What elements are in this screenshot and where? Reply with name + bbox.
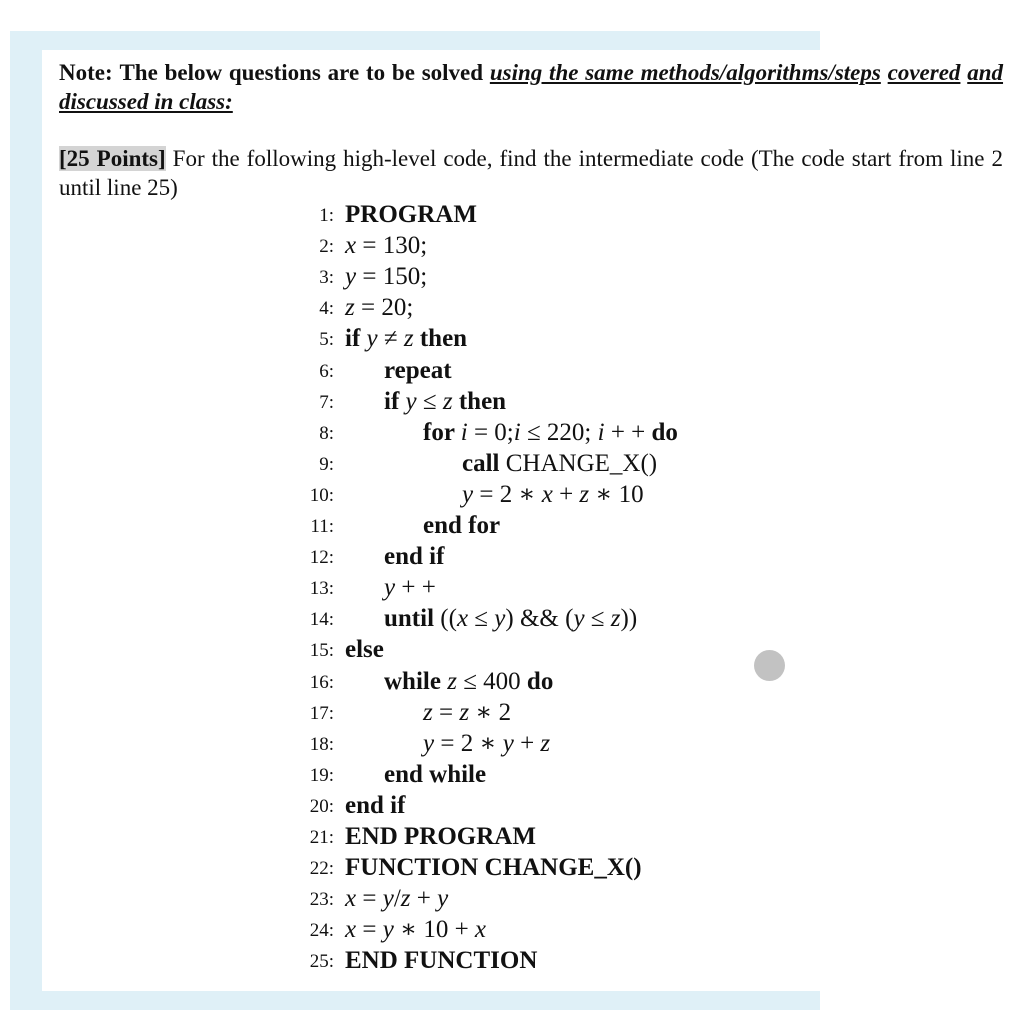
code-line — [384, 389, 506, 415]
line-number: 2: — [319, 236, 334, 258]
code-text: ∗ 10 + — [393, 916, 475, 944]
code-variable: z — [423, 698, 433, 726]
line-number: 16: — [309, 671, 334, 693]
code-text: ≤ — [584, 605, 611, 633]
code-text: ≤ — [468, 605, 495, 633]
note-label: Note: — [59, 60, 113, 85]
line-number: 1: — [319, 205, 334, 226]
cursor-dot — [754, 650, 785, 681]
line-number: 14: — [309, 609, 334, 631]
code-line — [423, 700, 511, 726]
code-variable: z — [345, 294, 355, 322]
code-text: ∗ 10 — [589, 480, 644, 508]
code-variable: z — [442, 387, 453, 415]
line-number: 3: — [319, 267, 334, 289]
code-keyword: PROGRAM — [345, 201, 477, 228]
code-line — [345, 233, 427, 259]
code-variable: y — [494, 605, 506, 633]
code-variable: x — [456, 605, 469, 633]
code-line — [345, 824, 536, 850]
note-emphasis-discussed: and discussed in class: — [59, 60, 1004, 114]
code-line — [384, 544, 444, 570]
code-variable: x — [474, 916, 487, 944]
code-keyword: then — [413, 325, 468, 353]
line-number: 8: — [319, 422, 334, 444]
code-line — [384, 762, 486, 788]
code-line — [384, 669, 553, 695]
code-text: = 130; — [356, 232, 428, 260]
code-line — [345, 948, 537, 974]
code-text: + — [410, 885, 438, 913]
code-keyword: then — [452, 387, 507, 415]
line-number: 18: — [309, 733, 334, 755]
line-number: 25: — [309, 951, 334, 973]
code-text: + — [513, 729, 541, 757]
note-emphasis-covered: covered — [887, 60, 961, 85]
code-text: ≤ 400 — [456, 667, 527, 695]
code-variable: i — [460, 418, 468, 446]
code-variable: y — [366, 325, 378, 353]
code-variable: y — [384, 574, 396, 602]
code-text: = 2 ∗ — [434, 729, 503, 757]
code-line — [345, 637, 384, 663]
code-keyword: repeat — [384, 356, 452, 384]
code-text: ≤ 220; — [520, 418, 598, 446]
code-keyword: end if — [345, 791, 406, 819]
code-line — [345, 295, 413, 321]
code-line — [345, 326, 467, 352]
line-number: 11: — [310, 516, 334, 537]
note-lead: The below questions are to be solved — [119, 60, 484, 85]
code-line — [345, 202, 477, 228]
code-text: + + — [604, 418, 652, 446]
code-keyword: END PROGRAM — [345, 823, 536, 850]
code-line — [345, 264, 427, 290]
code-line — [384, 358, 452, 384]
line-number: 4: — [319, 298, 334, 320]
code-line — [423, 513, 500, 539]
code-line — [384, 575, 436, 601]
code-text: ≠ — [377, 325, 404, 353]
code-text: = 0; — [467, 418, 514, 446]
code-line — [384, 606, 637, 632]
code-variable: y — [382, 916, 394, 944]
line-number: 22: — [309, 858, 334, 880]
code-text: = 150; — [356, 263, 428, 291]
line-number: 20: — [309, 795, 334, 817]
code-keyword: end while — [384, 760, 487, 788]
line-number: 23: — [309, 889, 334, 911]
code-keyword: END FUNCTION — [345, 947, 538, 975]
code-keyword: until — [384, 605, 435, 633]
code-line — [423, 731, 550, 757]
code-variable: x — [345, 885, 357, 913]
line-number: 9: — [319, 453, 334, 475]
code-variable: y — [382, 885, 394, 913]
code-keyword: end for — [423, 512, 501, 539]
question-text: For the following high-level code, find the intermediate code (The code start from line 2 until line 25) — [59, 146, 1004, 200]
code-variable: y — [345, 263, 357, 291]
code-keyword: FUNCTION CHANGE_X() — [345, 854, 642, 882]
line-number: 6: — [319, 360, 334, 382]
code-keyword: if — [345, 325, 367, 353]
code-text: + + — [395, 574, 436, 602]
code-text: ) && ( — [505, 605, 574, 633]
code-keyword: for — [423, 418, 461, 446]
code-keyword: call — [462, 449, 500, 477]
line-number: 5: — [319, 329, 334, 351]
code-keyword: if — [384, 387, 406, 415]
code-text: ≤ — [416, 387, 443, 415]
code-variable: z — [579, 480, 590, 508]
code-variable: z — [540, 729, 551, 757]
line-number: 15: — [309, 640, 334, 662]
line-number: 10: — [309, 484, 334, 506]
code-line — [423, 420, 678, 446]
code-line — [345, 855, 642, 881]
code-variable: z — [447, 667, 457, 695]
code-variable: y — [437, 885, 449, 913]
code-variable: y — [573, 605, 585, 633]
code-variable: z — [610, 605, 621, 633]
line-number: 19: — [309, 764, 334, 786]
code-text: = — [356, 885, 383, 913]
code-keyword: end if — [384, 543, 445, 571]
code-line — [462, 482, 644, 508]
code-text: / — [393, 885, 401, 913]
code-line — [345, 886, 448, 912]
code-line — [462, 451, 657, 477]
code-text: = — [356, 916, 383, 944]
code-variable: z — [403, 325, 414, 353]
code-variable: x — [345, 916, 357, 944]
code-variable: x — [541, 480, 553, 508]
code-text: = — [432, 698, 460, 726]
code-variable: y — [405, 387, 417, 415]
code-variable: y — [423, 729, 435, 757]
code-keyword: do — [651, 418, 678, 446]
code-text: = 2 ∗ — [473, 480, 542, 508]
code-variable: z — [459, 698, 470, 726]
points-badge: [25 Points] — [59, 146, 166, 171]
code-keyword: do — [526, 667, 554, 695]
line-number: 7: — [319, 391, 334, 413]
line-number: 12: — [309, 547, 334, 569]
code-variable: i — [513, 418, 521, 446]
code-variable: y — [462, 480, 474, 508]
code-text: = 20; — [354, 294, 414, 322]
code-text: )) — [620, 605, 638, 633]
code-line — [345, 917, 486, 943]
code-keyword: else — [345, 636, 384, 664]
code-variable: x — [345, 232, 357, 260]
note-emphasis-methods: using the same methods/algorithms/steps — [489, 60, 881, 85]
code-keyword: while — [384, 667, 448, 695]
code-variable: z — [400, 885, 411, 913]
code-text: (( — [434, 605, 457, 633]
line-number: 21: — [309, 827, 334, 848]
code-text: ∗ 2 — [469, 698, 512, 726]
code-text: + — [552, 480, 580, 508]
line-number: 13: — [309, 578, 334, 600]
code-line — [345, 793, 405, 819]
code-variable: y — [502, 729, 514, 757]
line-number: 17: — [309, 702, 334, 724]
line-number: 24: — [309, 920, 334, 942]
code-text: CHANGE_X() — [499, 449, 658, 477]
code-variable: i — [597, 418, 605, 446]
